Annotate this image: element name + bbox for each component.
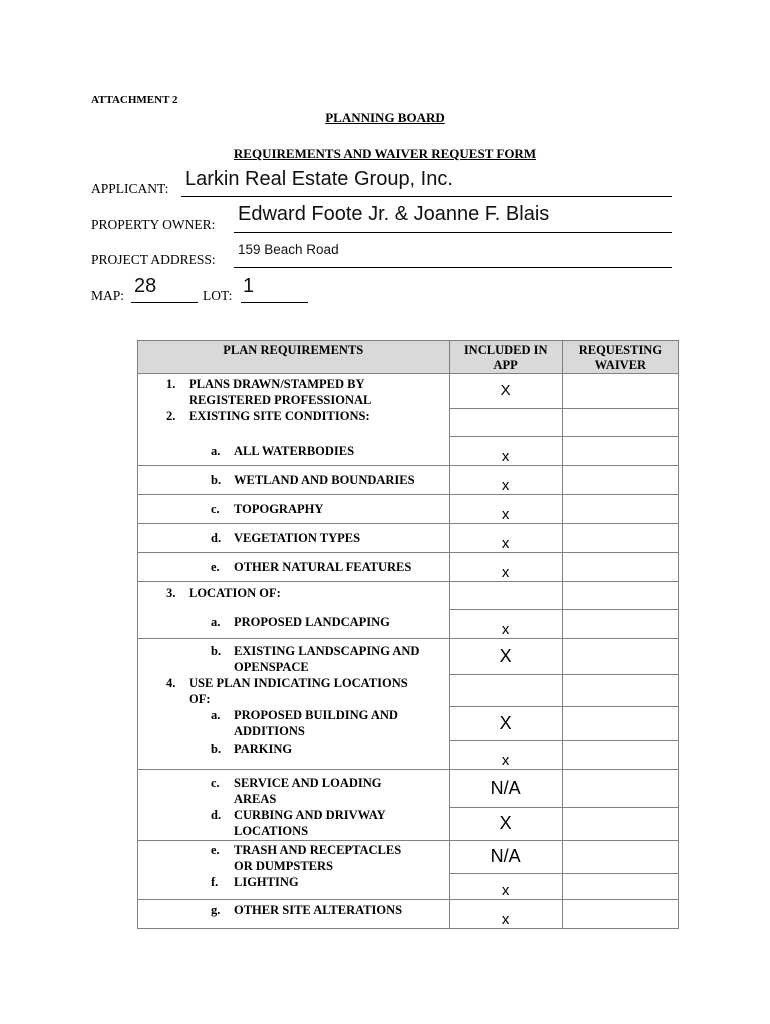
waiver-cell[interactable] (562, 675, 678, 707)
form-title: PLANNING BOARD (325, 110, 445, 125)
included-cell[interactable]: X (449, 807, 562, 840)
owner-underline (234, 232, 672, 233)
included-cell[interactable]: x (449, 465, 562, 494)
form-subtitle: REQUIREMENTS AND WAIVER REQUEST FORM (233, 146, 537, 161)
lot-label: LOT: (203, 288, 233, 303)
table-row: b. WETLAND AND BOUNDARIES x (138, 465, 679, 494)
waiver-cell[interactable] (562, 465, 678, 494)
map-value[interactable]: 28 (134, 275, 157, 297)
waiver-cell[interactable] (562, 374, 678, 409)
table-row: a. PROPOSED BUILDING AND ADDITIONS X (138, 707, 679, 741)
included-cell[interactable]: x (449, 494, 562, 523)
included-cell[interactable] (449, 675, 562, 707)
attachment-label: ATTACHMENT 2 (91, 94, 178, 106)
table-row: f. LIGHTING x (138, 874, 679, 900)
table-row: g. OTHER SITE ALTERATIONS x (138, 900, 679, 929)
table-row: e. TRASH AND RECEPTACLES OR DUMPSTERS N/A (138, 840, 679, 874)
map-underline (131, 302, 198, 303)
table-row: b. PARKING x (138, 741, 679, 770)
included-cell[interactable] (449, 408, 562, 436)
header-requesting-waiver: REQUESTING WAIVER (562, 341, 678, 374)
waiver-cell[interactable] (562, 436, 678, 465)
included-cell[interactable]: x (449, 900, 562, 929)
header-plan-requirements: PLAN REQUIREMENTS (138, 341, 450, 374)
owner-label: PROPERTY OWNER: (91, 217, 216, 232)
lot-value[interactable]: 1 (243, 275, 255, 297)
waiver-cell[interactable] (562, 523, 678, 552)
waiver-cell[interactable] (562, 408, 678, 436)
table-row: d. VEGETATION TYPES x (138, 523, 679, 552)
waiver-cell[interactable] (562, 552, 678, 581)
address-value[interactable]: 159 Beach Road (238, 242, 339, 257)
waiver-cell[interactable] (562, 494, 678, 523)
waiver-cell[interactable] (562, 581, 678, 609)
table-row: c. TOPOGRAPHY x (138, 494, 679, 523)
waiver-cell[interactable] (562, 807, 678, 840)
waiver-cell[interactable] (562, 609, 678, 638)
applicant-underline (181, 196, 672, 197)
address-label: PROJECT ADDRESS: (91, 252, 216, 267)
included-cell[interactable]: x (449, 874, 562, 900)
requirements-table (137, 340, 679, 929)
lot-underline (241, 302, 308, 303)
table-row: 3. LOCATION OF: (138, 581, 679, 609)
header-included-in-app: INCLUDED IN APP (449, 341, 562, 374)
table-row: e. OTHER NATURAL FEATURES x (138, 552, 679, 581)
included-cell[interactable]: X (449, 638, 562, 675)
table-row: b. EXISTING LANDSCAPING AND OPENSPACE X (138, 638, 679, 675)
waiver-cell[interactable] (562, 638, 678, 675)
included-cell[interactable]: x (449, 523, 562, 552)
table-row: a. PROPOSED LANDCAPING x (138, 609, 679, 638)
waiver-cell[interactable] (562, 770, 678, 808)
address-underline (234, 267, 672, 268)
applicant-label: APPLICANT: (91, 181, 169, 196)
map-label: MAP: (91, 288, 125, 303)
waiver-cell[interactable] (562, 707, 678, 741)
included-cell[interactable]: N/A (449, 840, 562, 874)
waiver-cell[interactable] (562, 840, 678, 874)
included-cell[interactable]: N/A (449, 770, 562, 808)
waiver-cell[interactable] (562, 874, 678, 900)
included-cell[interactable]: x (449, 436, 562, 465)
waiver-cell[interactable] (562, 741, 678, 770)
table-row: 2. EXISTING SITE CONDITIONS: (138, 408, 679, 436)
included-cell[interactable]: x (449, 552, 562, 581)
waiver-cell[interactable] (562, 900, 678, 929)
included-cell[interactable]: x (449, 741, 562, 770)
table-row: 1. PLANS DRAWN/STAMPED BY REGISTERED PROFESSIONAL X (138, 374, 679, 409)
included-cell[interactable] (449, 581, 562, 609)
table-row: c. SERVICE AND LOADING AREAS N/A (138, 770, 679, 808)
table-row: d. CURBING AND DRIVWAY LOCATIONS X (138, 807, 679, 840)
applicant-value[interactable]: Larkin Real Estate Group, Inc. (185, 168, 453, 190)
included-cell[interactable]: X (449, 374, 562, 409)
table-row: a. ALL WATERBODIES x (138, 436, 679, 465)
owner-value[interactable]: Edward Foote Jr. & Joanne F. Blais (238, 203, 550, 225)
table-row: 4. USE PLAN INDICATING LOCATIONS OF: (138, 675, 679, 707)
included-cell[interactable]: X (449, 707, 562, 741)
included-cell[interactable]: x (449, 609, 562, 638)
